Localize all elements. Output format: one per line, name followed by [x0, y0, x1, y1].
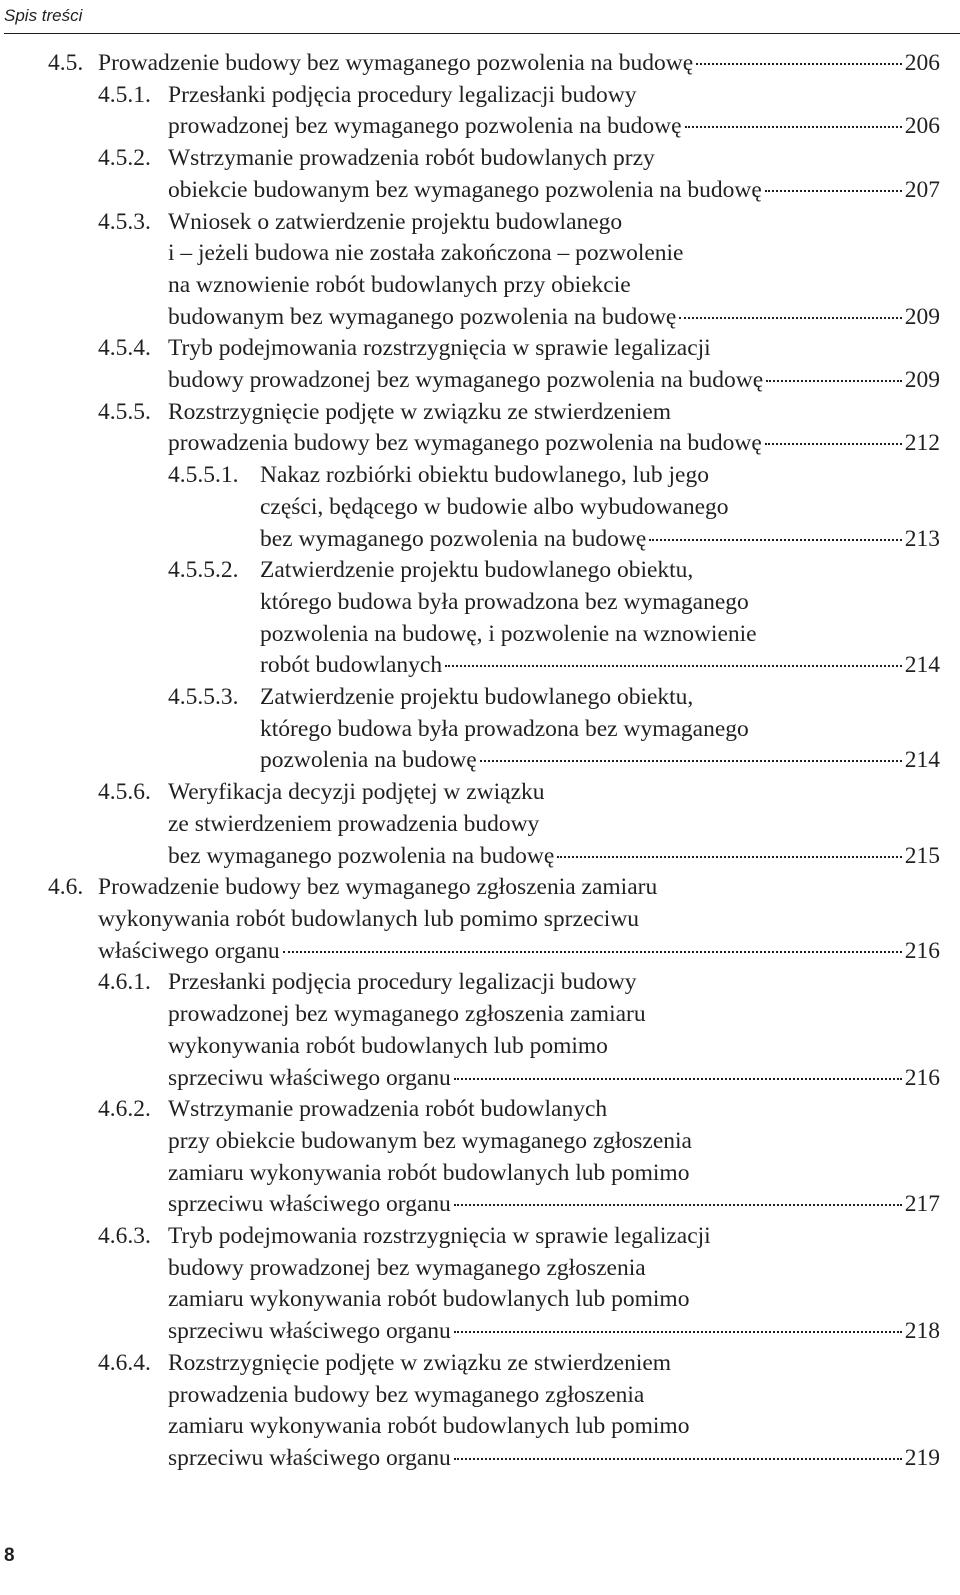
- toc-entry-number: 4.5.5.: [98, 398, 151, 425]
- toc-entry-number: 4.5.: [48, 50, 84, 76]
- toc-entry-title-line: sprzeciwu właściwego organu: [168, 1064, 451, 1091]
- toc-entry-title-line: Tryb podejmowania rozstrzygnięcia w sprawie legalizacji: [168, 1223, 711, 1250]
- toc-entry-title-line: budowy prowadzonej bez wymaganego pozwolenia na budowę: [168, 367, 764, 394]
- toc-entry-title-line: Weryfikacja decyzji podjętej w związku: [168, 779, 545, 806]
- toc-page-number: 212: [904, 430, 940, 457]
- toc-entry[interactable]: [48, 333, 940, 396]
- toc-page-number: 216: [904, 1064, 940, 1091]
- toc-entry-title-line: pozwolenia na budowę: [260, 747, 477, 774]
- toc-entry-number: 4.5.2.: [98, 145, 151, 172]
- dot-leader: [679, 317, 901, 319]
- toc-entry-title-line: zamiaru wykonywania robót budowlanych lub pomimo: [168, 1413, 690, 1440]
- toc-page-number: 216: [904, 937, 940, 964]
- dot-leader: [765, 443, 902, 445]
- dot-leader: [649, 539, 901, 541]
- toc-page-number: 214: [904, 652, 940, 679]
- toc-page-number: 213: [904, 525, 940, 552]
- toc-entry[interactable]: [48, 1094, 940, 1221]
- toc-entry[interactable]: [48, 207, 940, 334]
- toc-entry-number: 4.6.: [48, 874, 84, 901]
- dot-leader: [480, 760, 902, 762]
- toc-entry[interactable]: [48, 397, 940, 460]
- toc-entry[interactable]: [48, 1348, 940, 1475]
- page-number: 8: [4, 1545, 15, 1566]
- toc-entry-title-line: Prowadzenie budowy bez wymaganego zgłoszenia zamiaru: [98, 874, 658, 901]
- toc-entry[interactable]: [48, 48, 940, 80]
- table-of-contents: [48, 48, 940, 1475]
- toc-page-number: 209: [904, 303, 940, 330]
- running-header: Spis treści: [4, 6, 83, 25]
- toc-page-number: 206: [904, 113, 940, 140]
- toc-page-number: 217: [904, 1191, 940, 1218]
- toc-entry-number: 4.5.5.3.: [168, 684, 239, 711]
- toc-entry-title-line: Prowadzenie budowy bez wymaganego pozwolenia na budowę: [98, 50, 694, 76]
- toc-entry[interactable]: [48, 1221, 940, 1348]
- toc-page-number: 214: [904, 747, 940, 774]
- toc-entry-title-line: ze stwierdzeniem prowadzenia budowy: [168, 810, 540, 837]
- toc-entry-title-line: wykonywania robót budowlanych lub pomimo: [168, 1032, 608, 1059]
- toc-entry[interactable]: [48, 682, 940, 777]
- dot-leader: [766, 380, 902, 382]
- dot-leader: [454, 1458, 902, 1460]
- toc-entry-title-line: Wstrzymanie prowadzenia robót budowlanych przy: [168, 145, 655, 172]
- toc-entry-title-line: robót budowlanych: [260, 652, 443, 679]
- toc-entry-title-line: pozwolenia na budowę, i pozwolenie na wznowienie: [260, 620, 757, 647]
- toc-entry-number: 4.6.4.: [98, 1349, 151, 1376]
- dot-leader: [685, 126, 902, 128]
- toc-entry-title-line: Zatwierdzenie projektu budowlanego obiektu,: [260, 557, 694, 584]
- dot-leader: [445, 665, 902, 667]
- toc-entry-title-line: prowadzenia budowy bez wymaganego zgłoszenia: [168, 1381, 645, 1408]
- toc-entry-title-line: budowanym bez wymaganego pozwolenia na budowę: [168, 303, 677, 330]
- header-rule: [4, 33, 960, 34]
- toc-entry[interactable]: [48, 460, 940, 555]
- toc-entry-title-line: obiekcie budowanym bez wymaganego pozwolenia na budowę: [168, 176, 762, 203]
- toc-entry-title-line: bez wymaganego pozwolenia na budowę: [260, 525, 647, 552]
- toc-entry-number: 4.5.5.1.: [168, 462, 239, 489]
- dot-leader: [283, 951, 902, 953]
- toc-entry-title-line: Wniosek o zatwierdzenie projektu budowlanego: [168, 208, 623, 235]
- toc-entry-title-line: przy obiekcie budowanym bez wymaganego zgłoszenia: [168, 1127, 692, 1154]
- toc-entry-title-line: Rozstrzygnięcie podjęte w związku ze stwierdzeniem: [168, 398, 672, 425]
- dot-leader: [696, 63, 902, 65]
- toc-entry-title-line: Rozstrzygnięcie podjęte w związku ze stwierdzeniem: [168, 1349, 672, 1376]
- dot-leader: [454, 1204, 902, 1206]
- toc-entry[interactable]: [48, 80, 940, 143]
- toc-entry[interactable]: [48, 872, 940, 967]
- dot-leader: [454, 1331, 902, 1333]
- toc-entry-title-line: prowadzenia budowy bez wymaganego pozwolenia na budowę: [168, 430, 762, 457]
- toc-page-number: 207: [904, 176, 940, 203]
- toc-page-number: 218: [904, 1318, 940, 1345]
- toc-entry-title-line: Zatwierdzenie projektu budowlanego obiektu,: [260, 684, 694, 711]
- toc-entry-number: 4.5.6.: [98, 779, 151, 806]
- dot-leader: [454, 1078, 902, 1080]
- toc-entry-title-line: Nakaz rozbiórki obiektu budowlanego, lub jego: [260, 462, 709, 489]
- toc-entry-number: 4.5.5.2.: [168, 557, 239, 584]
- toc-entry-title-line: części, będącego w budowie albo wybudowanego: [260, 493, 729, 520]
- toc-entry-title-line: wykonywania robót budowlanych lub pomimo sprzeciwu: [98, 905, 640, 932]
- toc-entry-title-line: sprzeciwu właściwego organu: [168, 1318, 451, 1345]
- toc-page-number: 206: [904, 50, 940, 76]
- toc-entry-title-line: sprzeciwu właściwego organu: [168, 1444, 451, 1471]
- toc-entry[interactable]: [48, 555, 940, 682]
- toc-entry-title-line: Przesłanki podjęcia procedury legalizacji budowy: [168, 81, 637, 108]
- toc-entry-number: 4.5.4.: [98, 335, 151, 362]
- toc-entry-title-line: prowadzonej bez wymaganego zgłoszenia zamiaru: [168, 1001, 646, 1028]
- toc-page-number: 219: [904, 1444, 940, 1471]
- toc-page-number: 215: [904, 842, 940, 869]
- toc-entry-number: 4.6.2.: [98, 1096, 151, 1123]
- toc-entry[interactable]: [48, 967, 940, 1094]
- toc-page-number: 209: [904, 367, 940, 394]
- toc-entry-title-line: sprzeciwu właściwego organu: [168, 1191, 451, 1218]
- toc-entry-number: 4.6.1.: [98, 969, 151, 996]
- toc-entry-title-line: właściwego organu: [98, 937, 280, 964]
- toc-entry[interactable]: [48, 777, 940, 872]
- toc-entry[interactable]: [48, 143, 940, 206]
- toc-entry-number: 4.5.3.: [98, 208, 151, 235]
- toc-entry-title-line: prowadzonej bez wymaganego pozwolenia na budowę: [168, 113, 682, 140]
- toc-entry-number: 4.6.3.: [98, 1223, 151, 1250]
- toc-entry-number: 4.5.1.: [98, 81, 151, 108]
- toc-entry-title-line: budowy prowadzonej bez wymaganego zgłoszenia: [168, 1254, 646, 1281]
- toc-entry-title-line: zamiaru wykonywania robót budowlanych lub pomimo: [168, 1159, 690, 1186]
- toc-entry-title-line: bez wymaganego pozwolenia na budowę: [168, 842, 555, 869]
- toc-entry-title-line: na wznowienie robót budowlanych przy obiekcie: [168, 271, 631, 298]
- toc-entry-title-line: Tryb podejmowania rozstrzygnięcia w sprawie legalizacji: [168, 335, 711, 362]
- dot-leader: [557, 856, 901, 858]
- dot-leader: [765, 190, 902, 192]
- toc-entry-title-line: którego budowa była prowadzona bez wymaganego: [260, 715, 749, 742]
- toc-entry-title-line: Przesłanki podjęcia procedury legalizacji budowy: [168, 969, 637, 996]
- toc-entry-title-line: którego budowa była prowadzona bez wymaganego: [260, 588, 749, 615]
- toc-entry-title-line: Wstrzymanie prowadzenia robót budowlanych: [168, 1096, 608, 1123]
- toc-entry-title-line: zamiaru wykonywania robót budowlanych lub pomimo: [168, 1286, 690, 1313]
- toc-entry-title-line: i – jeżeli budowa nie została zakończona – pozwolenie: [168, 240, 684, 267]
